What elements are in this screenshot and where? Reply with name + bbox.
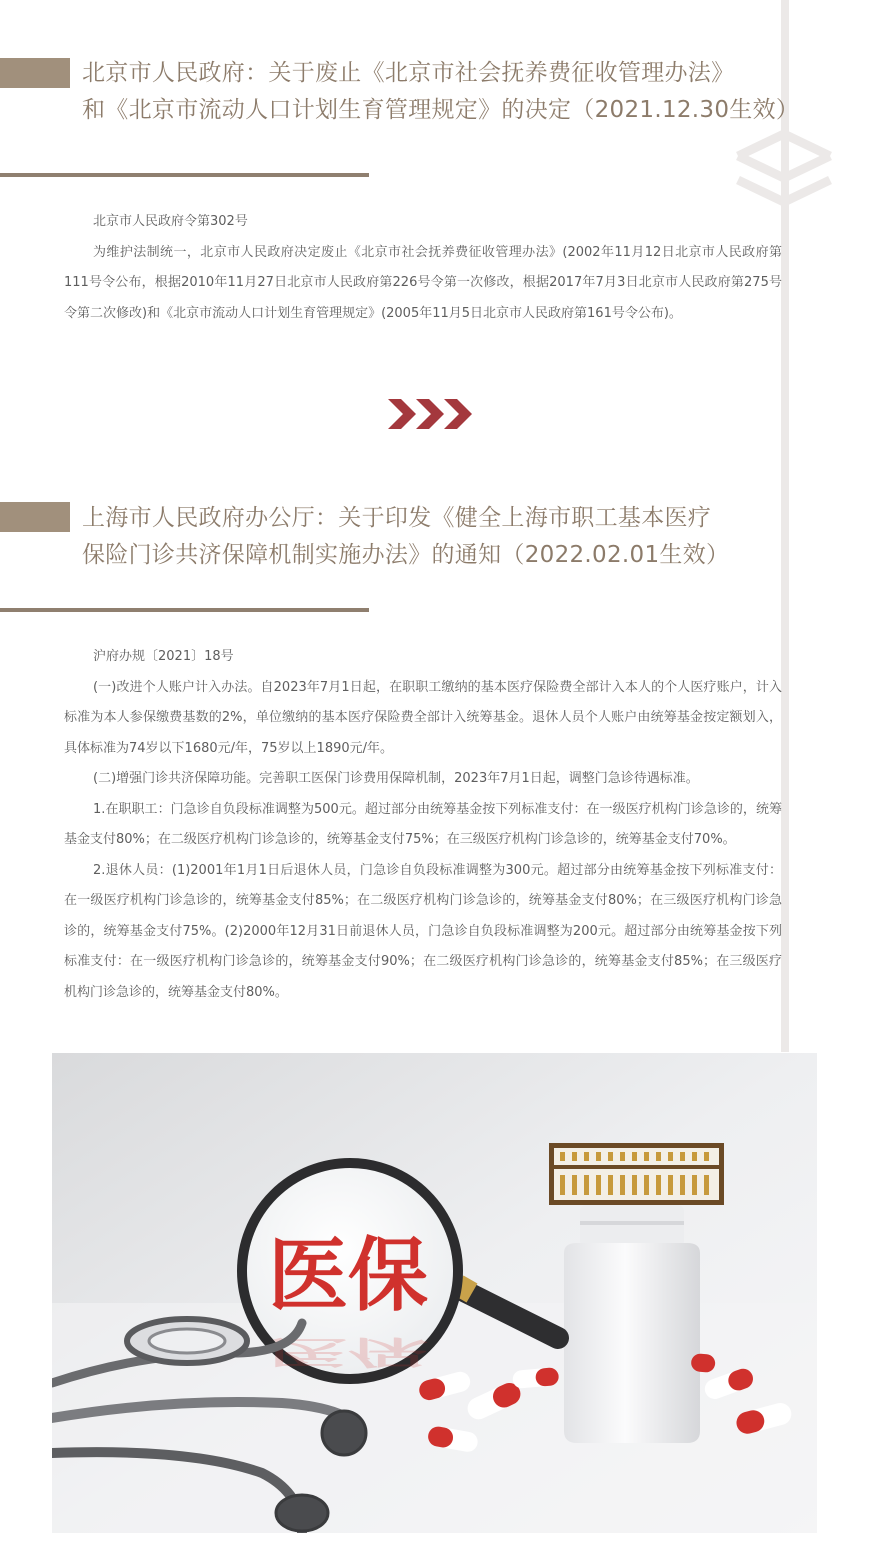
section2-paragraph-3: 1.在职职工：门急诊自负段标准调整为500元。超过部分由统筹基金按下列标准支付：在一级医疗机构门诊急诊的，统筹基金支付80%；在二级医疗机构门诊急诊的，统筹基金支付75%；在三级医疗机构门诊急诊的，统筹基金支付70%。 <box>64 801 782 847</box>
section2-paragraph-2: (二)增强门诊共济保障功能。完善职工医保门诊费用保障机制，2023年7月1日起，调整门急诊待遇标准。 <box>93 771 699 786</box>
chevron-arrows-icon <box>386 398 478 430</box>
section2-doc-no: 沪府办规〔2021〕18号 <box>93 649 234 664</box>
section1-title-line2: 和《北京市流动人口计划生育管理规定》的决定（2021.12.30生效） <box>82 97 800 123</box>
abacus-icon <box>549 1143 724 1205</box>
section1-title-line1: 北京市人民政府：关于废止《北京市社会抚养费征收管理办法》 <box>82 60 735 86</box>
section2-title-line2: 保险门诊共济保障机制实施办法》的通知（2022.02.01生效） <box>82 542 730 568</box>
section2-title-line1: 上海市人民政府办公厅：关于印发《健全上海市职工基本医疗 <box>82 505 712 531</box>
section2-body <box>64 642 782 1008</box>
section1-underline <box>0 173 369 177</box>
section1-title-tab <box>0 58 70 88</box>
section1-paragraph: 为维护法制统一，北京市人民政府决定废止《北京市社会抚养费征收管理办法》(2002年11月12日北京市人民政府第111号令公布，根据2010年11月27日北京市人民政府第226号令第一次修改，根据2017年7月3日北京市人民政府第275号令第二次修改)和《北京市流动人口计划生育管理规定》(2005年11月5日北京市人民政府第161号令公布)。 <box>64 244 782 321</box>
magnifier-text: 医保 <box>268 1229 428 1322</box>
section2-paragraph-1: (一)改进个人账户计入办法。自2023年7月1日起，在职职工缴纳的基本医疗保险费全部计入本人的个人医疗账户，计入标准为本人参保缴费基数的2%，单位缴纳的基本医疗保险费全部计入统筹基金。退休人员个人账户由统筹基金按定额划入，具体标准为74岁以下1680元/年，75岁以上1890元/年。 <box>64 679 782 756</box>
section2-underline <box>0 608 369 612</box>
medicine-bottle-icon <box>564 1205 700 1443</box>
section2-title <box>82 500 812 574</box>
section1-body <box>64 207 782 329</box>
medical-insurance-photo <box>52 1053 817 1533</box>
diamond-pattern-icon <box>728 128 840 214</box>
magnifier-text-reflection: 医保 <box>268 1333 428 1371</box>
section1-title <box>82 55 812 129</box>
section1-order-no: 北京市人民政府令第302号 <box>93 214 248 229</box>
section2-title-tab <box>0 502 70 532</box>
section2-paragraph-4: 2.退休人员：(1)2001年1月1日后退休人员，门急诊自负段标准调整为300元。超过部分由统筹基金按下列标准支付：在一级医疗机构门诊急诊的，统筹基金支付85%；在二级医疗机构门诊急诊的，统筹基金支付80%；在三级医疗机构门诊急诊的，统筹基金支付75%。(2)2000年12月31日前退休人员，门急诊自负段标准调整为200元。超过部分由统筹基金按下列标准支付：在一级医疗机构门诊急诊的，统筹基金支付90%；在二级医疗机构门诊急诊的，统筹基金支付85%；在三级医疗机构门诊急诊的，统筹基金支付80%。 <box>64 862 782 1000</box>
